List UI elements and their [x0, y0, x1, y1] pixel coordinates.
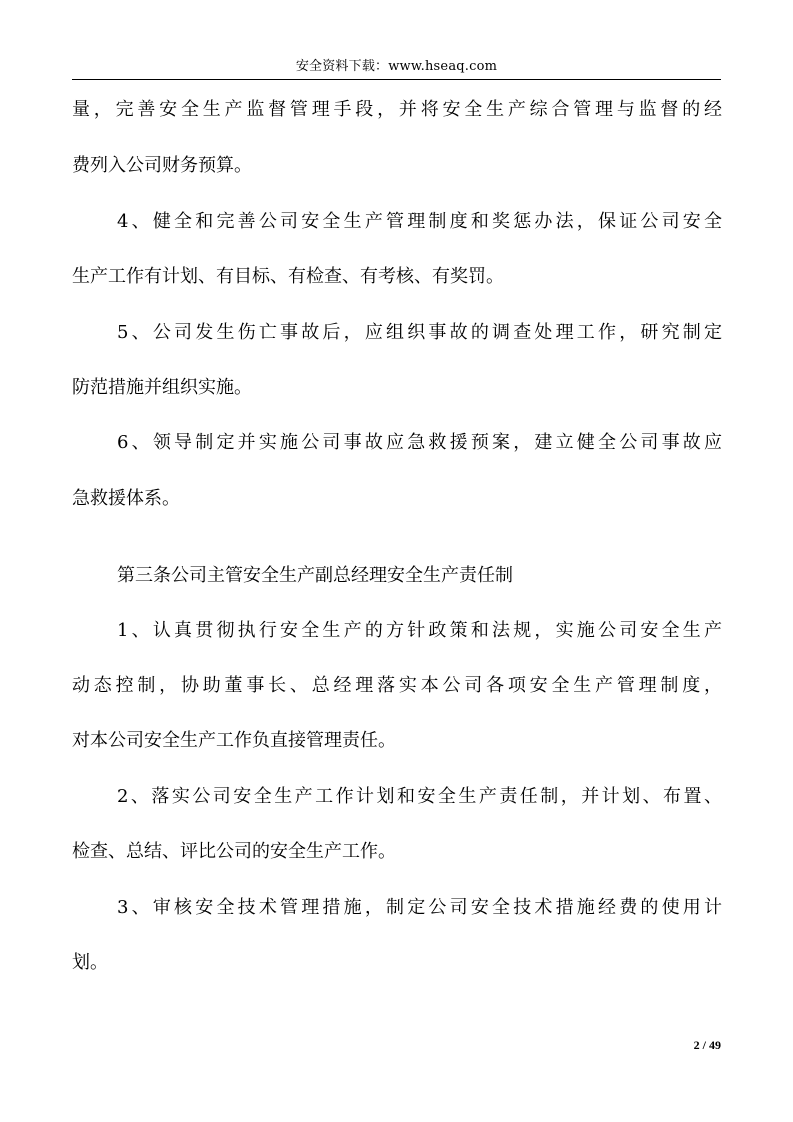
paragraph-line: 对本公司安全生产工作负直接管理责任。 [72, 730, 396, 751]
paragraph-line: 急救援体系。 [72, 488, 180, 509]
paragraph-line: 3、审核安全技术管理措施，制定公司安全技术措施经费的使用计 [117, 897, 722, 918]
page-header: 安全资料下载：www.hseaq.com [295, 59, 498, 74]
paragraph-line: 5、公司发生伤亡事故后，应组织事故的调查处理工作，研究制定 [117, 322, 722, 343]
paragraph-line: 费列入公司财务预算。 [72, 155, 252, 176]
paragraph-line: 1、认真贯彻执行安全生产的方针政策和法规，实施公司安全生产 [117, 620, 722, 641]
paragraph-line: 4、健全和完善公司安全生产管理制度和奖惩办法，保证公司安全 [117, 211, 722, 232]
paragraph-line: 量，完善安全生产监督管理手段，并将安全生产综合管理与监督的经 [72, 99, 722, 120]
paragraph-line: 防范措施并组织实施。 [72, 377, 252, 398]
paragraph-line: 2、落实公司安全生产工作计划和安全生产责任制，并计划、布置、 [117, 786, 722, 807]
paragraph-line: 生产工作有计划、有目标、有检查、有考核、有奖罚。 [72, 266, 504, 287]
paragraph-line: 检查、总结、评比公司的安全生产工作。 [72, 841, 396, 862]
paragraph-line: 6、领导制定并实施公司事故应急救援预案，建立健全公司事故应 [117, 432, 722, 453]
page-number: 2 / 49 [693, 1038, 721, 1052]
paragraph-line: 动态控制，协助董事长、总经理落实本公司各项安全生产管理制度， [72, 675, 722, 696]
paragraph-line: 划。 [72, 952, 108, 973]
header-divider [72, 79, 721, 80]
section-heading: 第三条公司主管安全生产副总经理安全生产责任制 [117, 565, 513, 586]
